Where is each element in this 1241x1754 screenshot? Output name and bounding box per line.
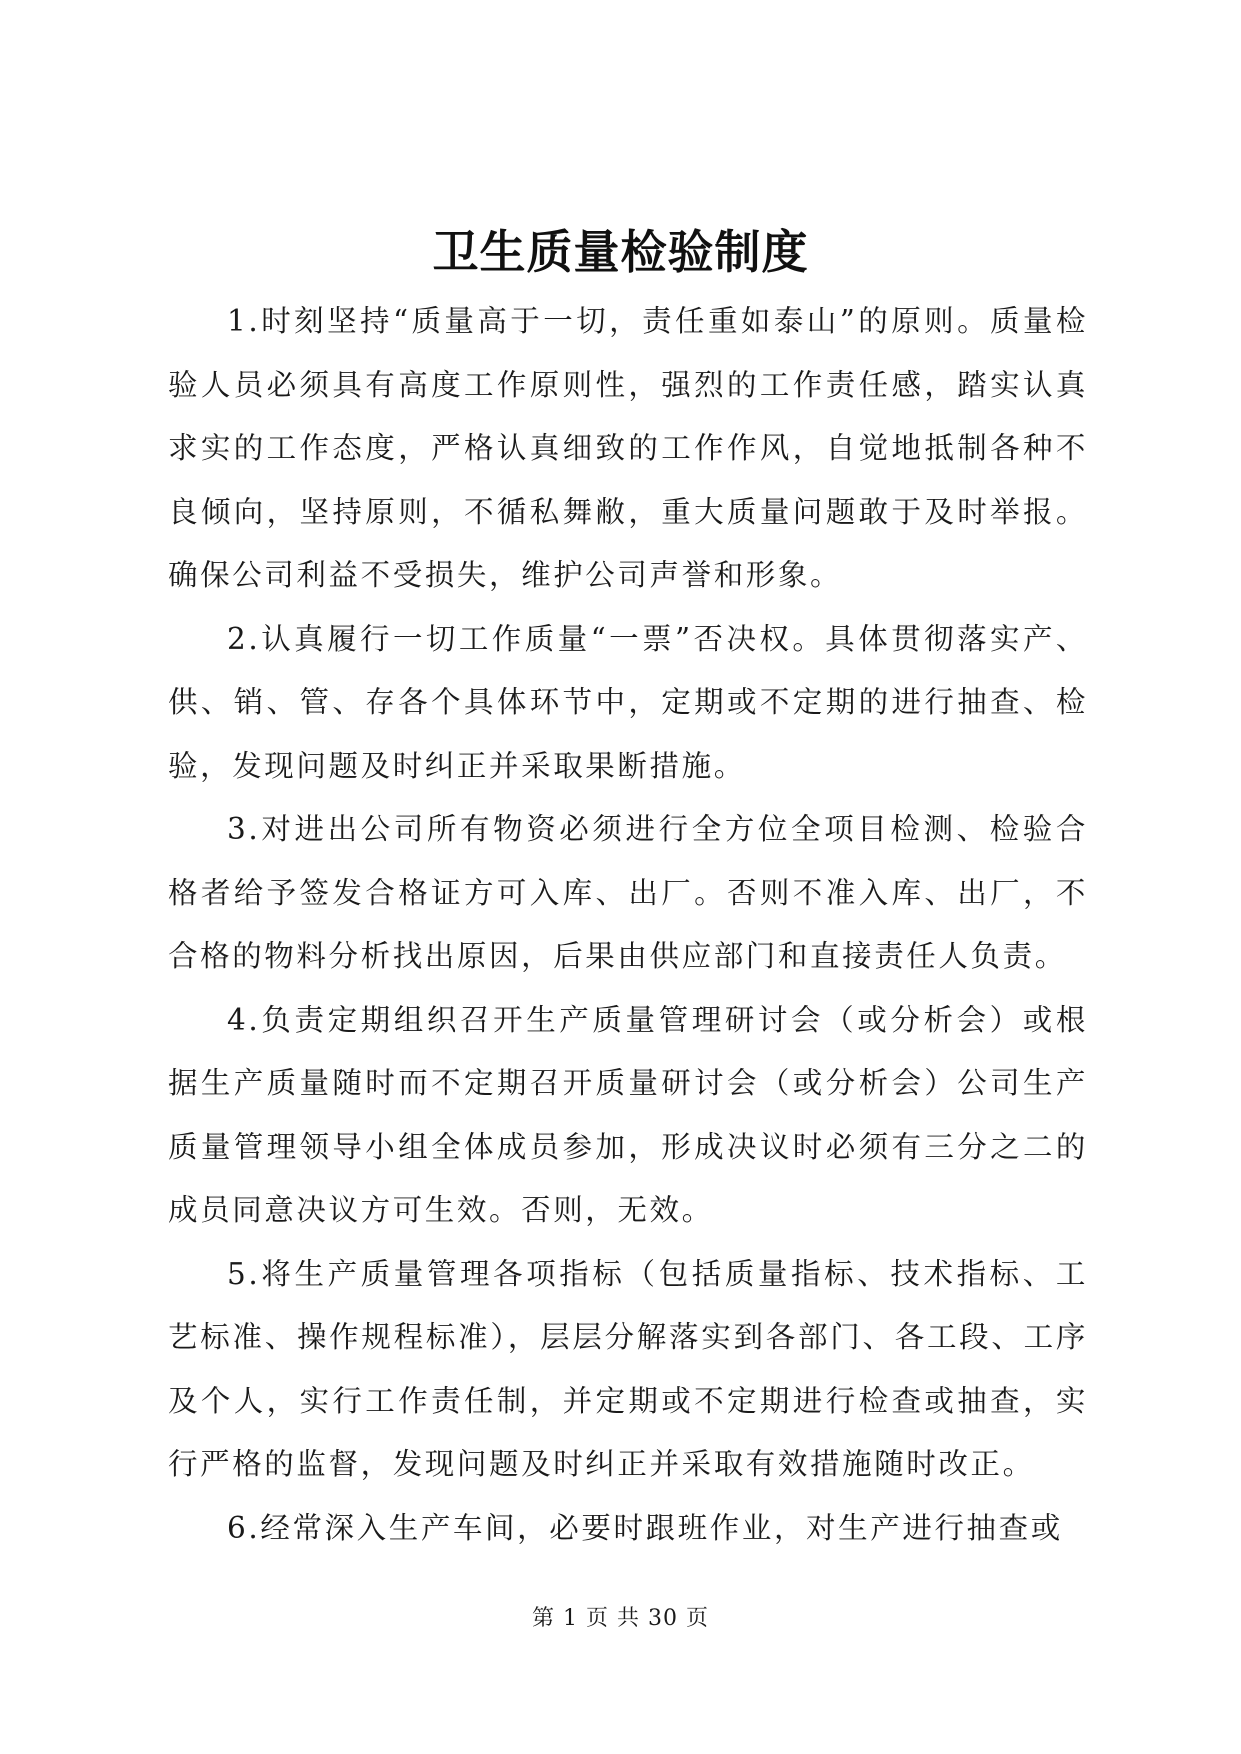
paragraph-3: 3.对进出公司所有物资必须进行全方位全项目检测、检验合格者给予签发合格证方可入库、出厂。否则不准入库、出厂，不合格的物料分析找出原因，后果由供应部门和直接责任人负责。 xyxy=(168,812,1088,973)
paragraph-1: 1.时刻坚持“质量高于一切，责任重如泰山”的原则。质量检验人员必须具有高度工作原则性，强烈的工作责任感，踏实认真求实的工作态度，严格认真细致的工作作风，自觉地抵制各种不良倾向，坚持原则，不循私舞敝，重大质量问题敢于及时举报。确保公司利益不受损失，维护公司声誉和形象。 xyxy=(168,304,1088,592)
paragraph-5: 5.将生产质量管理各项指标（包括质量指标、技术指标、工艺标准、操作规程标准），层层分解落实到各部门、各工段、工序及个人，实行工作责任制，并定期或不定期进行检查或抽查，实行严格的监督，发现问题及时纠正并采取有效措施随时改正。 xyxy=(168,1256,1088,1481)
document-title: 卫生质量检验制度 xyxy=(432,225,809,279)
page-number-footer: 第 1 页 共 30 页 xyxy=(532,1606,709,1631)
paragraph-6: 6.经常深入生产车间，必要时跟班作业，对生产进行抽查或 xyxy=(227,1510,1063,1545)
document-body xyxy=(168,290,1088,1560)
paragraph-4: 4.负责定期组织召开生产质量管理研讨会（或分析会）或根据生产质量随时而不定期召开质量研讨会（或分析会）公司生产质量管理领导小组全体成员参加，形成决议时必须有三分之二的成员同意决议方可生效。否则，无效。 xyxy=(168,1002,1088,1227)
paragraph-2: 2.认真履行一切工作质量“一票”否决权。具体贯彻落实产、供、销、管、存各个具体环节中，定期或不定期的进行抽查、检验，发现问题及时纠正并采取果断措施。 xyxy=(168,621,1088,783)
